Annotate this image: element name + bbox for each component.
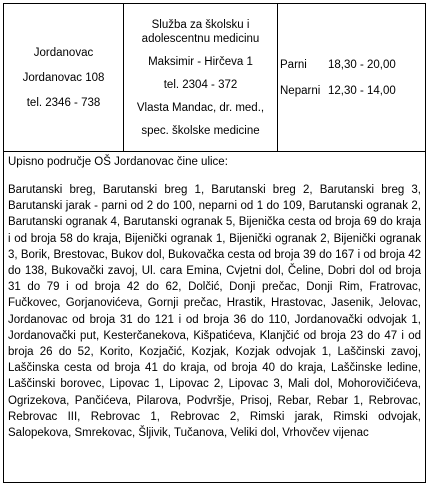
street-list: Barutanski breg, Barutanski breg 1, Barutanski breg 2, Barutanski breg 3, Barutanski jarak - parni od 2 do 100, neparni od 1 do 109, Barutanski ogranak 2, Barutanski ogranak 4, Barutanski ogranak 5, Bijenička cesta od broja 69 do kraja i od broja 58 do kraja, Bijenički ogranak 1, Bijenički ogranak 2, Bijenički ogranak 3, Borik, Brestovac, Bukov dol, Bukovačka cesta od broja 39 do 167 i od broja 42 do 138, Bukovački zavoj, Ul. cara Emina, Cvjetni dol, Čeline, Dobri dol od broja 31 do 79 i od broja 42 do 62, Dolčić, Donji prečac, Donji Rim, Fratrovac, Fučkovec, Gorjanovićeva, Gornji prečac, Hrastik, Hrastovac, Jasenik, Jelovac, Jordanovac od broja 31 do 121 i od broja 36 do 110, Jordanovački odvojak 1, Jordanovački put, Kesterčanekova, Kišpatićeva, Klanjčić od broja 23 do 47 i od broja 26 do 52, Korito, Kozjačić, Kozjak, Kozjak odvojak 1, Laščinski zavoj, Laščinska cesta od broja 41 do kraja, od broja 40 do kraja, Laščinske ledine, Laščinski borovec, Lipovac 1, Lipovac 2, Lipovac 3, Mali dol, Mohorovičićeva, Ogrizekova, Pančićeva, Pilarova, Podvršje, Prisoj, Rebar, Rebar 1, Rebrovac, Rebrovac III, Rebrovac 1, Rebrovac 2, Rimski jarak, Rimski odvojak, Salopekova, Smrekovac, Šljivik, Tučanova, Veliki dol, Vrhovčev vijenac [8, 184, 421, 440]
header-row [4, 4, 426, 152]
hours-odd [278, 84, 425, 98]
school-address: Jordanovac 108 [22, 71, 105, 84]
hours-odd-label: Neparni [280, 84, 321, 97]
streets-row [4, 152, 426, 483]
clinic-doctor: Vlasta Mandac, dr. med., [136, 101, 265, 114]
school-cell [4, 4, 124, 152]
clinic-address: Maksimir - Hirčeva 1 [148, 55, 253, 68]
school-name: Jordanovac [33, 46, 94, 59]
hours-even [278, 58, 425, 72]
streets-cell [4, 152, 426, 483]
hours-odd-time: 12,30 - 14,00 [328, 84, 396, 97]
school-info-table [3, 3, 426, 483]
hours-even-label: Parni [280, 58, 307, 71]
clinic-specialty: spec. školske medicine [141, 124, 260, 137]
clinic-title-line1: Služba za školsku i [151, 18, 250, 31]
school-phone: tel. 2346 - 738 [26, 96, 101, 109]
clinic-title-line2: adolescentnu medicinu [141, 32, 260, 45]
enrollment-intro: Upisno područje OŠ Jordanovac čine ulice: [8, 156, 228, 168]
clinic-cell [124, 4, 278, 152]
hours-cell [278, 4, 426, 152]
hours-even-time: 18,30 - 20,00 [328, 58, 396, 71]
clinic-phone: tel. 2304 - 372 [163, 78, 238, 91]
